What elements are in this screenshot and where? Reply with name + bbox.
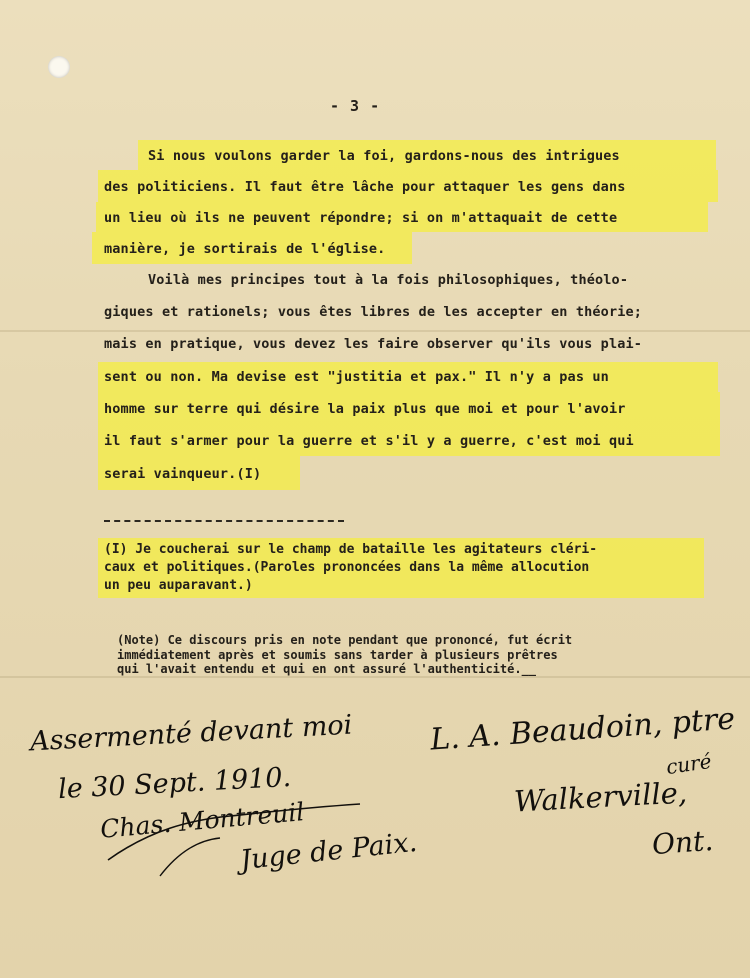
- note-line: qui l'avait entendu et qui en ont assuré l'authenticité.__: [117, 662, 537, 676]
- page-number: - 3 -: [330, 97, 381, 115]
- handwritten-date: le 30 Sept. 1910.: [57, 761, 292, 806]
- handwritten-attestation: Assermenté devant moi: [29, 709, 353, 758]
- body-line: Voilà mes principes tout à la fois philosophiques, théolo-: [148, 272, 629, 288]
- body-line: giques et rationels; vous êtes libres de les accepter en théorie;: [104, 304, 643, 320]
- footnote-line: un peu auparavant.): [104, 578, 253, 593]
- body-line: homme sur terre qui désire la paix plus que moi et pour l'avoir: [104, 401, 626, 417]
- punch-hole: [48, 56, 70, 78]
- footnote-line: caux et politiques.(Paroles prononcées dans la même allocution: [104, 560, 590, 575]
- body-line: mais en pratique, vous devez les faire observer qu'ils vous plai-: [104, 336, 643, 352]
- footnote-separator: [104, 520, 344, 522]
- body-line: des politiciens. Il faut être lâche pour attaquer les gens dans: [104, 179, 626, 195]
- body-line: Si nous voulons garder la foi, gardons-nous des intrigues: [148, 148, 620, 164]
- paper-fold: [0, 676, 750, 678]
- body-line: un lieu où ils ne peuvent répondre; si on m'attaquait de cette: [104, 210, 618, 226]
- body-line: manière, je sortirais de l'église.: [104, 241, 386, 257]
- note-line: (Note) Ce discours pris en note pendant que prononcé, fut écrit: [117, 633, 573, 647]
- body-line: il faut s'armer pour la guerre et s'il y a guerre, c'est moi qui: [104, 433, 634, 449]
- handwritten-role: curé: [664, 748, 713, 780]
- handwritten-signature-justice: Chas. Montreuil: [99, 797, 306, 844]
- handwritten-signature-priest: L. A. Beaudoin, ptre: [429, 701, 737, 758]
- body-line: sent ou non. Ma devise est "justitia et pax." Il n'y a pas un: [104, 369, 609, 385]
- handwritten-title: Juge de Paix.: [238, 826, 419, 877]
- handwritten-province: Ont.: [650, 823, 715, 862]
- body-line: serai vainqueur.(I): [104, 466, 262, 482]
- note-line: immédiatement après et soumis sans tarder à plusieurs prêtres: [117, 648, 558, 662]
- paper-fold: [0, 330, 750, 332]
- footnote-line: (I) Je coucherai sur le champ de bataille les agitateurs cléri-: [104, 542, 598, 557]
- signature-flourish: [60, 790, 400, 880]
- handwritten-place: Walkerville,: [513, 775, 688, 819]
